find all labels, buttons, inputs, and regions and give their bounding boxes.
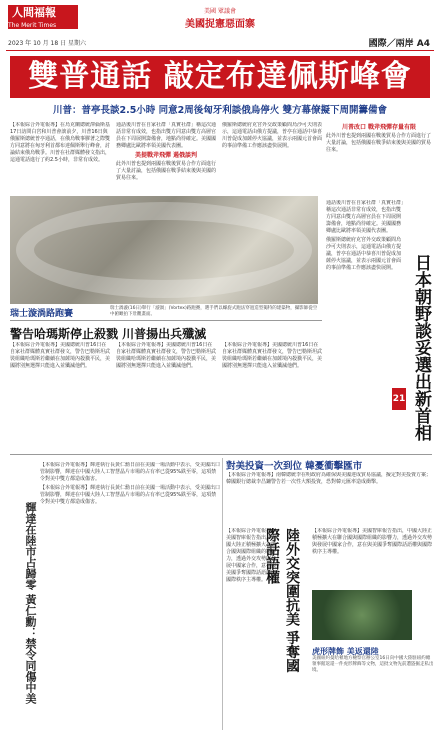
dateline: 2023 年 10 月 18 日 星期六 [8,40,86,47]
main-subheadline: 川普：普亭長談2.5小時 同意2周後匈牙利談俄烏停火 雙方幕僚擬下周開籌備會 [52,105,388,116]
logo-text: 人間福報 [12,6,56,19]
article-paragraph: 此外川普也提到兩國在戰後貿易合作方面進行了大量討論，包括俄國在戰爭結束後與美國的貿易往來。 [326,133,432,153]
japan-article-body [326,200,404,450]
article-column-2 [116,122,216,192]
story2-column-2 [116,342,216,450]
story3-body [226,472,432,522]
article-paragraph: 【本報綜合外電報導】美國總統川普16日在自家社群媒體真實社群發文，警告巴勒斯坦武裝組織哈瑪斯若繼續在加薩境內殺戮平民，美國將別無選擇只能進入並殲滅他們。 [222,342,322,369]
masthead-rule [6,50,434,51]
article-paragraph: 【本報綜合外電報導】美國智庫報告指出，中國大陸正積極擴大在聯合國與國際組織的影響力，透過外交攻勢與發展中國家合作，意在與美國爭奪國際話語權與國際秩序主導權。 [312,528,432,555]
column-divider [222,458,223,730]
article-column-3 [222,122,322,192]
story3-headline: 對美投資一次到位 韓憂衝擊匯市 [226,461,363,472]
inline-subhead: 川普改口 戰斧飛彈存量有限 [341,124,417,131]
masthead-banner [160,6,280,34]
photo-title: 瑞士漩渦路跑賽 [10,309,74,319]
story4-body [40,462,220,730]
article-paragraph: 【本報綜合外電報導】輝達執行長黃仁勳日前在美國一場活動中表示，受美國出口管制影響，輝達在中國大陸人工智慧晶片市場的占有率已從95%跌至零，這項禁令對美中雙方都造成傷害。 [40,462,220,482]
article-paragraph: 【本報綜合外電報導】美國總統川普16日在自家社群媒體真實社群發文，警告巴勒斯坦武裝組織哈瑪斯若繼續在加薩境內殺戮平民，美國將別無選擇只能進入並殲滅他們。 [10,342,110,369]
article-paragraph: 通話後川普在自家社群「真實社群」稱這次通話非常有成效，也指出雙方同意由雙方高層官員在下周展開籌備會，地點尚待確定。美國國務卿盧比歐將率領美國代表團。 [326,200,404,234]
section-divider [10,454,432,455]
banner-small-text: 美國 眾議會 [204,8,236,15]
banner-big-text: 美國捉憲惡面寨 [185,19,255,30]
masthead [0,0,440,48]
story2-column-1 [10,342,110,450]
vortex-run-photo [10,196,318,304]
tiger-plaque-photo [312,590,412,640]
main-headline: 雙普通話 敲定布達佩斯峰會 [10,56,430,98]
photo-caption: 瑞士渦漩(16日)舉行「漩渦」(Vortex)路跑賽，選手們以螺旋式跑法穿過造型獨特的建築物，攝影師從空中俯瞰拍下壯觀畫面。 [110,306,318,317]
story2-column-3 [222,342,322,450]
story4-vertical-headline [12,502,36,712]
article-paragraph: 此外川普也提到兩國在戰後貿易合作方面進行了大量討論，包括俄國在戰爭結束後與美國的貿易往來。 [116,161,216,181]
spiral-building-shape [16,202,312,298]
date-badge: 21 [392,388,406,410]
article-column-1 [10,122,110,192]
section-divider [10,320,322,321]
article-column-4 [326,122,432,192]
article-paragraph: 【本報綜合外電報導】美國總統川普16日在自家社群媒體真實社群發文，警告巴勒斯坦武裝組織哈瑪斯若繼續在加薩境內殺戮平民，美國將別無選擇只能進入並殲滅他們。 [116,342,216,369]
article-paragraph: 【本報綜合外電報導】南韓總統李在明政府為確保與美國達成貿易協議，擬定對美投資方案；韓國銀行總裁李昌鏞警告若一次性大額投資，恐對韓元匯率造成衝擊。 [226,472,432,485]
section-label: 國際／兩岸 A4 [368,39,430,49]
story5-body-right [312,528,432,586]
article-paragraph: 通話後川普在自家社群「真實社群」稱這次通話非常有成效，也指出雙方同意由雙方高層官員在下周展開籌備會，地點尚待確定。美國國務卿盧比歐將率領美國代表團。 [116,122,216,149]
inline-subhead: 美提戰斧飛彈 遏俄談判 [134,152,198,159]
article-paragraph: 俄羅斯總統府克宮外交政策顧問烏沙可夫則表示，這通電話由俄方提議，普亭在通話中恭喜川普促成加薩停火協議，並表示兩國元首會面的事前準備工作應該盡快展開。 [222,122,322,149]
japan-vertical-headline: 日本朝野談妥選出新首相 [411,254,431,441]
logo-subtitle: The Merit Times [8,22,57,29]
story4-title-text: 輝達在陸市占歸零 黃仁勳：禁令同傷中美 [24,502,37,704]
photo2-title: 虎形牌飾 美返還陸 [312,647,379,656]
article-paragraph: 俄羅斯總統府克宮外交政策顧問烏沙可夫則表示，這通電話由俄方提議，普亭在通話中恭喜川普促成加薩停火協議，並表示兩國元首會面的事前準備工作應該盡快展開。 [326,237,402,271]
article-paragraph: 【本報綜合外電報導】在烏克蘭總統澤倫斯基17日訪問白宮和川普會談前夕，川普16日與俄羅斯總統普亭通話，在俄烏戰事膠著之際雙方同意將在匈牙利首都布達佩斯舉行峰會，討論結束俄烏戰爭。川普在社群媒體發文指出，這通電話進行了約2.5小時，非常有成效。 [10,122,110,163]
story5-vertical-headline: 陸外交突圍抗美 爭奪國際話語權 [264,528,300,673]
article-paragraph: 【本報綜合外電報導】美國智庫報告指出，中國大陸正積極擴大在聯合國與國際組織的影響力，透過外交攻勢與發展中國家合作，意在與美國爭奪國際話語權與國際秩序主導權。 [226,528,276,583]
article-paragraph: 【本報綜合外電報導】輝達執行長黃仁勳日前在美國一場活動中表示，受美國出口管制影響，輝達在中國大陸人工智慧晶片市場的占有率已從95%跌至零，這項禁令對美中雙方都造成傷害。 [40,485,220,505]
photo2-caption: 美國紐約曼哈頓地方檢察官辦公室16日向中國大陸駐紐約總領事館返還一件虎形牌飾等文物，這批文物先前遭盜掘走私出境。 [312,656,434,673]
story2-headline: 警告哈瑪斯停止殺戮 川普揚出兵殲滅 [10,327,207,341]
